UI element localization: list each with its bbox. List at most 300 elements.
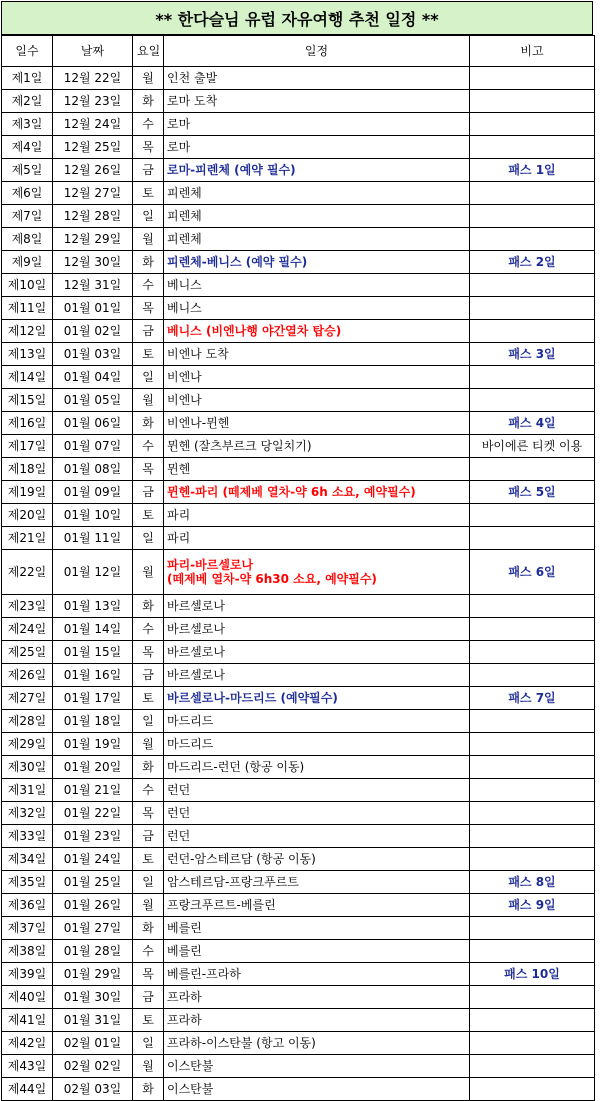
weekday-cell: 수: [133, 113, 164, 136]
day-cell: 제42일: [2, 1032, 53, 1055]
plan-text: 바르셀로나: [167, 645, 225, 659]
table-row: [2, 917, 595, 940]
weekday-cell: 일: [133, 871, 164, 894]
weekday-cell: 토: [133, 343, 164, 366]
plan-text: 베를린-프라하: [167, 967, 241, 981]
note-cell: [470, 1055, 595, 1078]
plan-cell: [164, 1009, 470, 1032]
table-row: [2, 90, 595, 113]
plan-cell: [164, 90, 470, 113]
day-cell: 제19일: [2, 481, 53, 504]
day-cell: 제31일: [2, 779, 53, 802]
date-cell: 01월 17일: [53, 687, 133, 710]
date-cell: 01월 14일: [53, 618, 133, 641]
table-row: [2, 894, 595, 917]
note-cell: [470, 1032, 595, 1055]
table-row: [2, 297, 595, 320]
table-row: [2, 182, 595, 205]
date-cell: 01월 08일: [53, 458, 133, 481]
date-cell: 01월 10일: [53, 504, 133, 527]
itinerary-table: [1, 35, 595, 1101]
date-cell: 01월 24일: [53, 848, 133, 871]
header-row: [2, 36, 595, 67]
note-cell: [470, 182, 595, 205]
weekday-cell: 목: [133, 963, 164, 986]
date-cell: 02월 03일: [53, 1078, 133, 1101]
plan-text: 런던: [167, 806, 191, 820]
date-cell: 12월 24일: [53, 113, 133, 136]
day-cell: 제41일: [2, 1009, 53, 1032]
note-cell: [470, 1009, 595, 1032]
day-cell: 제25일: [2, 641, 53, 664]
plan-text: 베니스: [167, 301, 202, 315]
day-cell: 제11일: [2, 297, 53, 320]
weekday-cell: 화: [133, 90, 164, 113]
note-cell: [470, 251, 595, 274]
table-row: [2, 435, 595, 458]
weekday-cell: 금: [133, 320, 164, 343]
weekday-cell: 일: [133, 527, 164, 550]
plan-cell: [164, 136, 470, 159]
itinerary-body: [2, 67, 595, 1101]
plan-text: 비엔나-뮌헨: [167, 416, 230, 430]
header-day: 일수: [2, 36, 53, 67]
day-cell: 제18일: [2, 458, 53, 481]
note-cell: [470, 687, 595, 710]
weekday-cell: 수: [133, 435, 164, 458]
date-cell: 01월 04일: [53, 366, 133, 389]
note-text: 패스 4일: [508, 416, 556, 430]
table-row: [2, 389, 595, 412]
date-cell: 01월 03일: [53, 343, 133, 366]
note-cell: [470, 67, 595, 90]
weekday-cell: 수: [133, 618, 164, 641]
plan-text: 비엔나: [167, 370, 202, 384]
table-row: [2, 205, 595, 228]
plan-text: 로마 도착: [167, 94, 218, 108]
plan-text: 바르셀로나-마드리드 (예약필수): [167, 691, 338, 705]
header-plan: 일정: [164, 36, 470, 67]
note-cell: [470, 412, 595, 435]
table-row: [2, 159, 595, 182]
plan-cell: [164, 274, 470, 297]
day-cell: 제29일: [2, 733, 53, 756]
plan-cell: [164, 412, 470, 435]
date-cell: 02월 01일: [53, 1032, 133, 1055]
day-cell: 제27일: [2, 687, 53, 710]
weekday-cell: 금: [133, 159, 164, 182]
plan-text: 프라하: [167, 990, 202, 1004]
plan-cell: [164, 664, 470, 687]
weekday-cell: 목: [133, 641, 164, 664]
plan-cell: [164, 825, 470, 848]
plan-cell: [164, 159, 470, 182]
weekday-cell: 금: [133, 986, 164, 1009]
weekday-cell: 수: [133, 940, 164, 963]
table-row: [2, 67, 595, 90]
date-cell: 01월 11일: [53, 527, 133, 550]
plan-cell: [164, 228, 470, 251]
plan-text: 피렌체-베니스 (예약 필수): [167, 255, 308, 269]
plan-text: 베니스 (비엔나행 야간열차 탑승): [167, 324, 342, 338]
table-row: [2, 1055, 595, 1078]
date-cell: 01월 28일: [53, 940, 133, 963]
date-cell: 01월 31일: [53, 1009, 133, 1032]
weekday-cell: 금: [133, 825, 164, 848]
plan-cell: [164, 940, 470, 963]
plan-text: 바르셀로나: [167, 622, 225, 636]
note-cell: [470, 986, 595, 1009]
day-cell: 제39일: [2, 963, 53, 986]
plan-text: 프라하-이스탄불 (항고 이동): [167, 1036, 316, 1050]
plan-text: 피렌체: [167, 209, 202, 223]
day-cell: 제4일: [2, 136, 53, 159]
date-cell: 01월 25일: [53, 871, 133, 894]
note-text: 패스 10일: [504, 967, 560, 981]
plan-text: 비엔나 도착: [167, 347, 229, 361]
table-row: [2, 779, 595, 802]
plan-text: 로마: [167, 140, 191, 154]
table-row: [2, 113, 595, 136]
date-cell: 01월 16일: [53, 664, 133, 687]
date-cell: 12월 23일: [53, 90, 133, 113]
day-cell: 제12일: [2, 320, 53, 343]
weekday-cell: 토: [133, 504, 164, 527]
note-cell: [470, 320, 595, 343]
header-date: 날짜: [53, 36, 133, 67]
note-cell: [470, 435, 595, 458]
plan-cell: [164, 779, 470, 802]
day-cell: 제40일: [2, 986, 53, 1009]
plan-cell: [164, 733, 470, 756]
plan-text: 마드리드: [167, 714, 214, 728]
date-cell: 01월 22일: [53, 802, 133, 825]
day-cell: 제22일: [2, 550, 53, 595]
note-text: 패스 8일: [508, 875, 556, 889]
day-cell: 제3일: [2, 113, 53, 136]
date-cell: 12월 28일: [53, 205, 133, 228]
plan-text: 이스탄불: [167, 1059, 214, 1073]
day-cell: 제5일: [2, 159, 53, 182]
weekday-cell: 수: [133, 779, 164, 802]
plan-cell: [164, 67, 470, 90]
plan-text: 런던-암스테르담 (항공 이동): [167, 852, 316, 866]
date-cell: 01월 07일: [53, 435, 133, 458]
plan-cell: [164, 1078, 470, 1101]
note-cell: [470, 894, 595, 917]
weekday-cell: 화: [133, 595, 164, 618]
day-cell: 제35일: [2, 871, 53, 894]
plan-cell: [164, 481, 470, 504]
note-cell: [470, 343, 595, 366]
date-cell: 02월 02일: [53, 1055, 133, 1078]
table-row: [2, 412, 595, 435]
day-cell: 제21일: [2, 527, 53, 550]
date-cell: 12월 26일: [53, 159, 133, 182]
note-cell: [470, 228, 595, 251]
note-cell: [470, 618, 595, 641]
weekday-cell: 화: [133, 412, 164, 435]
plan-text: 마드리드-런던 (항공 이동): [167, 760, 305, 774]
day-cell: 제7일: [2, 205, 53, 228]
date-cell: 01월 18일: [53, 710, 133, 733]
date-cell: 01월 27일: [53, 917, 133, 940]
weekday-cell: 토: [133, 848, 164, 871]
day-cell: 제9일: [2, 251, 53, 274]
date-cell: 01월 12일: [53, 550, 133, 595]
table-row: [2, 1009, 595, 1032]
day-cell: 제30일: [2, 756, 53, 779]
note-cell: [470, 963, 595, 986]
day-cell: 제10일: [2, 274, 53, 297]
weekday-cell: 화: [133, 917, 164, 940]
table-row: [2, 825, 595, 848]
plan-text: 프라하: [167, 1013, 202, 1027]
date-cell: 01월 23일: [53, 825, 133, 848]
plan-text: 베를린: [167, 921, 202, 935]
note-cell: [470, 550, 595, 595]
day-cell: 제44일: [2, 1078, 53, 1101]
table-row: [2, 228, 595, 251]
table-row: [2, 458, 595, 481]
day-cell: 제1일: [2, 67, 53, 90]
table-row: [2, 710, 595, 733]
weekday-cell: 일: [133, 710, 164, 733]
weekday-cell: 월: [133, 228, 164, 251]
note-cell: [470, 205, 595, 228]
plan-text: 암스테르담-프랑크푸르트: [167, 875, 299, 889]
date-cell: 01월 19일: [53, 733, 133, 756]
day-cell: 제23일: [2, 595, 53, 618]
table-row: [2, 251, 595, 274]
plan-cell: [164, 802, 470, 825]
plan-cell: [164, 756, 470, 779]
day-cell: 제37일: [2, 917, 53, 940]
note-cell: [470, 825, 595, 848]
note-text: 패스 6일: [508, 565, 556, 579]
plan-cell: [164, 894, 470, 917]
weekday-cell: 일: [133, 366, 164, 389]
day-cell: 제17일: [2, 435, 53, 458]
table-row: [2, 940, 595, 963]
table-row: [2, 481, 595, 504]
day-cell: 제2일: [2, 90, 53, 113]
day-cell: 제32일: [2, 802, 53, 825]
note-text: 패스 7일: [508, 691, 556, 705]
note-cell: [470, 595, 595, 618]
plan-cell: [164, 618, 470, 641]
table-row: [2, 527, 595, 550]
note-cell: [470, 113, 595, 136]
weekday-cell: 월: [133, 1055, 164, 1078]
plan-text-line2: (떼제베 열차-약 6h30 소요, 예약필수): [167, 572, 377, 586]
note-cell: [470, 274, 595, 297]
plan-cell: [164, 251, 470, 274]
date-cell: 01월 26일: [53, 894, 133, 917]
plan-text: 파리-바르셀로나: [167, 558, 254, 572]
note-cell: [470, 756, 595, 779]
plan-cell: [164, 917, 470, 940]
plan-text: 피렌체: [167, 232, 202, 246]
date-cell: 12월 25일: [53, 136, 133, 159]
date-cell: 01월 01일: [53, 297, 133, 320]
note-cell: [470, 527, 595, 550]
plan-cell: [164, 366, 470, 389]
plan-text: 뮌헨 (잘츠부르크 당일치기): [167, 439, 312, 453]
day-cell: 제14일: [2, 366, 53, 389]
plan-text: 뮌헨-파리 (떼제베 열차-약 6h 소요, 예약필수): [167, 485, 416, 499]
plan-cell: [164, 113, 470, 136]
plan-text: 런던: [167, 783, 191, 797]
table-row: [2, 871, 595, 894]
weekday-cell: 목: [133, 297, 164, 320]
note-cell: [470, 366, 595, 389]
table-row: [2, 343, 595, 366]
weekday-cell: 토: [133, 1009, 164, 1032]
day-cell: 제13일: [2, 343, 53, 366]
plan-text: 마드리드: [167, 737, 214, 751]
weekday-cell: 수: [133, 274, 164, 297]
plan-text: 로마-피렌체 (예약 필수): [167, 163, 296, 177]
plan-cell: [164, 343, 470, 366]
table-row: [2, 756, 595, 779]
note-cell: [470, 504, 595, 527]
note-cell: [470, 779, 595, 802]
day-cell: 제36일: [2, 894, 53, 917]
plan-cell: [164, 182, 470, 205]
plan-text: 런던: [167, 829, 191, 843]
plan-cell: [164, 1032, 470, 1055]
weekday-cell: 목: [133, 136, 164, 159]
plan-cell: [164, 687, 470, 710]
note-cell: [470, 389, 595, 412]
weekday-cell: 화: [133, 251, 164, 274]
table-row: [2, 618, 595, 641]
weekday-cell: 월: [133, 550, 164, 595]
weekday-cell: 화: [133, 756, 164, 779]
date-cell: 01월 20일: [53, 756, 133, 779]
weekday-cell: 일: [133, 205, 164, 228]
table-row: [2, 366, 595, 389]
note-cell: [470, 802, 595, 825]
table-row: [2, 274, 595, 297]
plan-cell: [164, 1055, 470, 1078]
plan-text: 베니스: [167, 278, 202, 292]
plan-text: 바르셀로나: [167, 599, 225, 613]
day-cell: 제6일: [2, 182, 53, 205]
plan-cell: [164, 297, 470, 320]
date-cell: 12월 27일: [53, 182, 133, 205]
weekday-cell: 금: [133, 481, 164, 504]
weekday-cell: 토: [133, 687, 164, 710]
day-cell: 제16일: [2, 412, 53, 435]
plan-cell: [164, 205, 470, 228]
plan-text: 프랑크푸르트-베를린: [167, 898, 276, 912]
plan-cell: [164, 458, 470, 481]
note-cell: [470, 159, 595, 182]
note-cell: [470, 458, 595, 481]
date-cell: 01월 06일: [53, 412, 133, 435]
weekday-cell: 월: [133, 733, 164, 756]
weekday-cell: 목: [133, 802, 164, 825]
note-cell: [470, 871, 595, 894]
date-cell: 01월 09일: [53, 481, 133, 504]
day-cell: 제43일: [2, 1055, 53, 1078]
note-cell: [470, 940, 595, 963]
plan-text: 베를린: [167, 944, 202, 958]
day-cell: 제34일: [2, 848, 53, 871]
plan-text: 뮌헨: [167, 462, 191, 476]
note-text: 패스 3일: [508, 347, 556, 361]
note-cell: [470, 917, 595, 940]
note-text: 패스 1일: [508, 163, 556, 177]
table-row: [2, 733, 595, 756]
table-row: [2, 641, 595, 664]
note-cell: [470, 481, 595, 504]
note-cell: [470, 710, 595, 733]
weekday-cell: 월: [133, 389, 164, 412]
plan-text: 바르셀로나: [167, 668, 225, 682]
note-cell: [470, 664, 595, 687]
table-row: [2, 595, 595, 618]
table-row: [2, 136, 595, 159]
plan-cell: [164, 641, 470, 664]
plan-text: 비엔나: [167, 393, 202, 407]
plan-text: 파리: [167, 508, 191, 522]
plan-text: 파리: [167, 531, 191, 545]
weekday-cell: 금: [133, 664, 164, 687]
date-cell: 01월 02일: [53, 320, 133, 343]
plan-cell: [164, 389, 470, 412]
date-cell: 12월 31일: [53, 274, 133, 297]
weekday-cell: 토: [133, 182, 164, 205]
table-row: [2, 1078, 595, 1101]
date-cell: 01월 13일: [53, 595, 133, 618]
plan-cell: [164, 435, 470, 458]
weekday-cell: 월: [133, 894, 164, 917]
plan-cell: [164, 550, 470, 595]
plan-cell: [164, 527, 470, 550]
weekday-cell: 일: [133, 1032, 164, 1055]
table-row: [2, 802, 595, 825]
plan-text: 피렌체: [167, 186, 202, 200]
day-cell: 제26일: [2, 664, 53, 687]
day-cell: 제20일: [2, 504, 53, 527]
header-weekday: 요일: [133, 36, 164, 67]
day-cell: 제33일: [2, 825, 53, 848]
date-cell: 01월 30일: [53, 986, 133, 1009]
day-cell: 제8일: [2, 228, 53, 251]
table-row: [2, 687, 595, 710]
table-row: [2, 963, 595, 986]
note-text: 바이에른 티켓 이용: [481, 439, 583, 453]
plan-cell: [164, 986, 470, 1009]
table-row: [2, 986, 595, 1009]
note-text: 패스 9일: [508, 898, 556, 912]
note-cell: [470, 90, 595, 113]
header-note: 비고: [470, 36, 595, 67]
weekday-cell: 목: [133, 458, 164, 481]
table-row: [2, 848, 595, 871]
day-cell: 제38일: [2, 940, 53, 963]
date-cell: 12월 29일: [53, 228, 133, 251]
day-cell: 제24일: [2, 618, 53, 641]
day-cell: 제15일: [2, 389, 53, 412]
table-row: [2, 550, 595, 595]
note-cell: [470, 297, 595, 320]
note-cell: [470, 641, 595, 664]
note-cell: [470, 848, 595, 871]
